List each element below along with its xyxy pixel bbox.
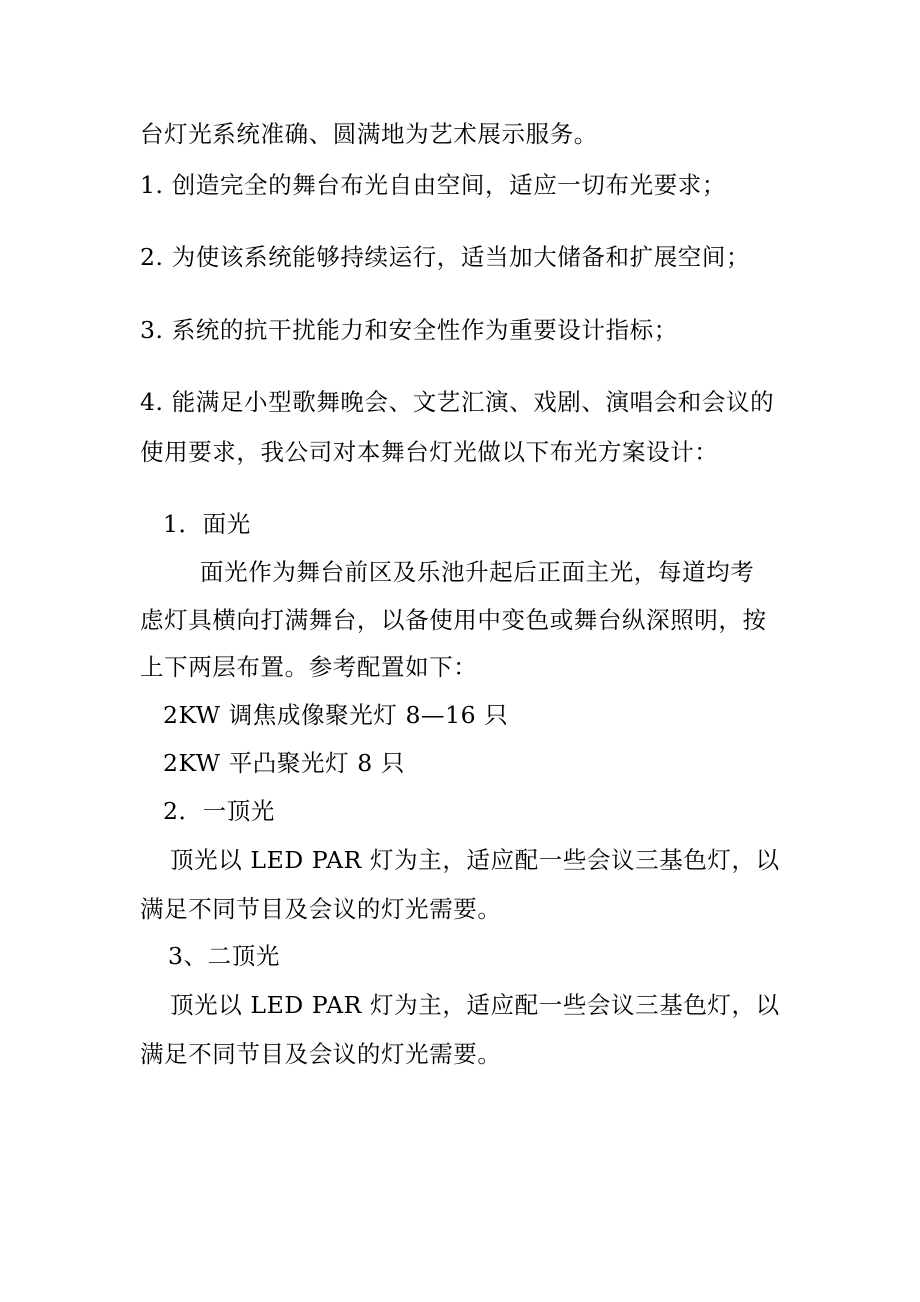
list-item-4-continued: 使用要求，我公司对本舞台灯光做以下布光方案设计： xyxy=(140,438,719,466)
paragraph-line: 上下两层布置。参考配置如下： xyxy=(140,653,478,681)
list-item-1: 1. 创造完全的舞台布光自由空间，适应一切布光要求； xyxy=(140,171,726,199)
paragraph-line: 顶光以 LED PAR 灯为主，适应配一些会议三基色灯，以 xyxy=(170,846,780,874)
section-heading-face-light: 1．面光 xyxy=(163,510,251,538)
equipment-item: 2KW 平凸聚光灯 8 只 xyxy=(163,749,405,777)
list-item-3: 3. 系统的抗干扰能力和安全性作为重要设计指标； xyxy=(140,316,678,344)
paragraph-line: 顶光以 LED PAR 灯为主，适应配一些会议三基色灯，以 xyxy=(170,991,780,1019)
paragraph-line: 虑灯具横向打满舞台，以备使用中变色或舞台纵深照明，按 xyxy=(140,606,767,634)
equipment-item: 2KW 调焦成像聚光灯 8—16 只 xyxy=(163,701,509,729)
list-item-2: 2. 为使该系统能够持续运行，适当加大储备和扩展空间； xyxy=(140,243,751,271)
paragraph-line: 面光作为舞台前区及乐池升起后正面主光，每道均考 xyxy=(200,558,755,586)
paragraph-line: 满足不同节目及会议的灯光需要。 xyxy=(140,895,502,923)
section-heading-second-top-light: 3、二顶光 xyxy=(168,942,280,970)
paragraph-line: 台灯光系统准确、圆满地为艺术展示服务。 xyxy=(140,120,598,148)
list-item-4: 4. 能满足小型歌舞晚会、文艺汇演、戏剧、演唱会和会议的 xyxy=(140,388,775,416)
paragraph-line: 满足不同节目及会议的灯光需要。 xyxy=(140,1040,502,1068)
section-heading-first-top-light: 2．一顶光 xyxy=(163,797,275,825)
